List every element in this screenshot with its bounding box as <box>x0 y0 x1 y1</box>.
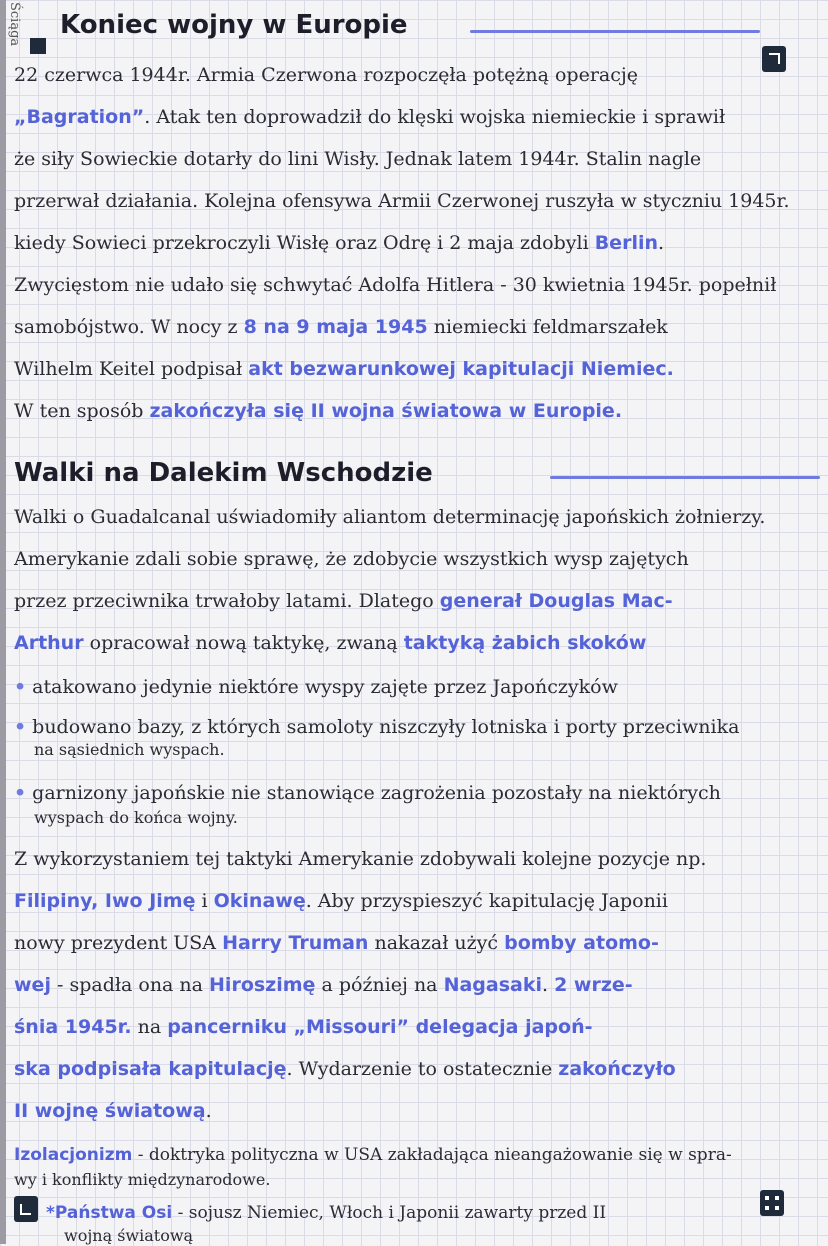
definition-text: - sojusz Niemiec, Włoch i Japonii zawarty przed II <box>172 1203 607 1223</box>
definition-text: - doktryka polityczna w USA zakładająca nieangażowanie się w spra- <box>132 1145 732 1165</box>
section-title-europe: Koniec wojny w Europie <box>60 10 408 40</box>
highlighted-term: Arthur <box>14 632 84 654</box>
highlighted-term: ska podpisała kapitulację <box>14 1058 287 1080</box>
highlighted-term: Nagasaki <box>443 974 542 996</box>
text-line <box>14 102 820 132</box>
corner-marker-icon <box>14 1196 38 1222</box>
text-segment: 22 czerwca 1944r. Armia Czerwona rozpoczęła potężną operację <box>14 64 639 86</box>
text-line <box>14 1054 820 1084</box>
text-segment: przerwał działania. Kolejna ofensywa Armii Czerwonej ruszyła w styczniu 1945r. <box>14 190 790 212</box>
bullet-dot-icon: • <box>14 716 27 738</box>
text-segment: Walki o Guadalcanal uświadomiły aliantom determinację japońskich żołnierzy. <box>14 506 766 528</box>
highlighted-term: Harry Truman <box>222 932 369 954</box>
text-line <box>14 970 820 1000</box>
bullet-text: garnizony japońskie nie stanowiące zagrożenia pozostały na niektórych <box>32 782 721 804</box>
text-line <box>14 544 820 574</box>
text-line <box>14 354 820 384</box>
text-line <box>14 586 820 616</box>
text-segment: . <box>658 232 665 254</box>
text-segment: opracował nową taktykę, zwaną <box>83 632 404 654</box>
definition-term: Izolacjonizm <box>14 1145 133 1165</box>
highlighted-term: Hiroszimę <box>209 974 316 996</box>
side-tab-label: Ściąga <box>7 2 22 47</box>
text-line <box>14 186 820 216</box>
bullet-text: na sąsiednich wyspach. <box>34 740 225 759</box>
section-title-far-east: Walki na Dalekim Wschodzie <box>14 458 433 488</box>
definition-isolationism-cont: wy i konflikty międzynarodowe. <box>14 1170 271 1189</box>
highlighted-term: wej <box>14 974 51 996</box>
highlighted-term: 8 na 9 maja 1945 <box>243 316 428 338</box>
text-segment: przez przeciwnika trwałoby latami. Dlatego <box>14 590 440 612</box>
title-underline <box>470 30 760 33</box>
bullet-item <box>14 712 820 742</box>
bullet-text: atakowano jedynie niektóre wyspy zajęte przez Japończyków <box>32 676 618 698</box>
bullet-text: budowano bazy, z których samoloty niszczyły lotniska i porty przeciwnika <box>32 716 740 738</box>
highlighted-term: „Bagration” <box>14 106 145 128</box>
page-edge <box>0 0 6 1244</box>
text-segment: . <box>205 1100 212 1122</box>
bullet-item <box>34 740 820 760</box>
highlighted-term: II wojnę światową <box>14 1100 206 1122</box>
text-line <box>14 396 820 426</box>
highlighted-term: 2 wrze- <box>554 974 633 996</box>
text-segment: - spadła ona na <box>50 974 210 996</box>
definition-axis-powers-cont: wojną światową <box>64 1226 194 1245</box>
text-segment: Wilhelm Keitel podpisał <box>14 358 249 380</box>
definition-isolationism <box>14 1140 820 1170</box>
text-segment: na <box>131 1016 168 1038</box>
highlighted-term: śnia 1945r. <box>14 1016 132 1038</box>
bullet-item <box>14 672 820 702</box>
text-line <box>14 502 820 532</box>
bullet-item <box>34 808 820 828</box>
text-segment: nakazał użyć <box>368 932 505 954</box>
highlighted-term: pancerniku „Missouri” delegacja japoń- <box>167 1016 593 1038</box>
text-line <box>14 844 820 874</box>
text-line <box>14 1096 820 1126</box>
bullet-square-mark <box>30 38 46 54</box>
text-segment: W ten sposób <box>14 400 150 422</box>
highlighted-term: bomby atomo- <box>504 932 659 954</box>
text-line <box>14 628 820 658</box>
highlighted-term: zakończyło <box>558 1058 676 1080</box>
text-segment: i <box>195 890 214 912</box>
text-segment: . Atak ten doprowadził do klęski wojska niemieckie i sprawił <box>144 106 726 128</box>
title-underline <box>550 476 820 479</box>
definition-axis-powers <box>46 1198 820 1228</box>
highlighted-term: generał Douglas Mac- <box>439 590 673 612</box>
bullet-dot-icon: • <box>14 782 27 804</box>
text-line <box>14 886 820 916</box>
highlighted-term: akt bezwarunkowej kapitulacji Niemiec. <box>248 358 674 380</box>
text-segment: . Wydarzenie to ostatecznie <box>286 1058 559 1080</box>
bullet-dot-icon: • <box>14 676 27 698</box>
text-segment: . <box>542 974 555 996</box>
bullet-text: wyspach do końca wojny. <box>34 808 238 827</box>
highlighted-term: zakończyła się II wojna światowa w Europie. <box>149 400 623 422</box>
text-segment: niemiecki feldmarszałek <box>427 316 668 338</box>
text-segment: samobójstwo. W nocy z <box>14 316 244 338</box>
text-segment: Z wykorzystaniem tej taktyki Amerykanie zdobywali kolejne pozycje np. <box>14 848 707 870</box>
text-segment: nowy prezydent USA <box>14 932 223 954</box>
text-segment: że siły Sowieckie dotarły do lini Wisły. Jednak latem 1944r. Stalin nagle <box>14 148 702 170</box>
text-segment: Amerykanie zdali sobie sprawę, że zdobycie wszystkich wysp zajętych <box>14 548 689 570</box>
text-line <box>14 228 820 258</box>
highlighted-term: Filipiny, Iwo Jimę <box>14 890 196 912</box>
highlighted-term: Berlin <box>594 232 658 254</box>
text-line <box>14 144 820 174</box>
highlighted-term: Okinawę <box>213 890 306 912</box>
text-line <box>14 270 820 300</box>
text-segment: Zwycięstom nie udało się schwytać Adolfa Hitlera - 30 kwietnia 1945r. popełnił <box>14 274 777 296</box>
text-line <box>14 312 820 342</box>
bullet-item <box>14 778 820 808</box>
highlighted-term: taktyką żabich skoków <box>403 632 647 654</box>
text-segment: . Aby przyspieszyć kapitulację Japonii <box>305 890 668 912</box>
text-line <box>14 928 820 958</box>
text-line <box>14 1012 820 1042</box>
corner-marker-icon <box>760 1190 784 1216</box>
text-line <box>14 60 820 90</box>
definition-term: *Państwa Osi <box>46 1203 173 1223</box>
text-segment: kiedy Sowieci przekroczyli Wisłę oraz Odrę i 2 maja zdobyli <box>14 232 595 254</box>
text-segment: a później na <box>315 974 444 996</box>
